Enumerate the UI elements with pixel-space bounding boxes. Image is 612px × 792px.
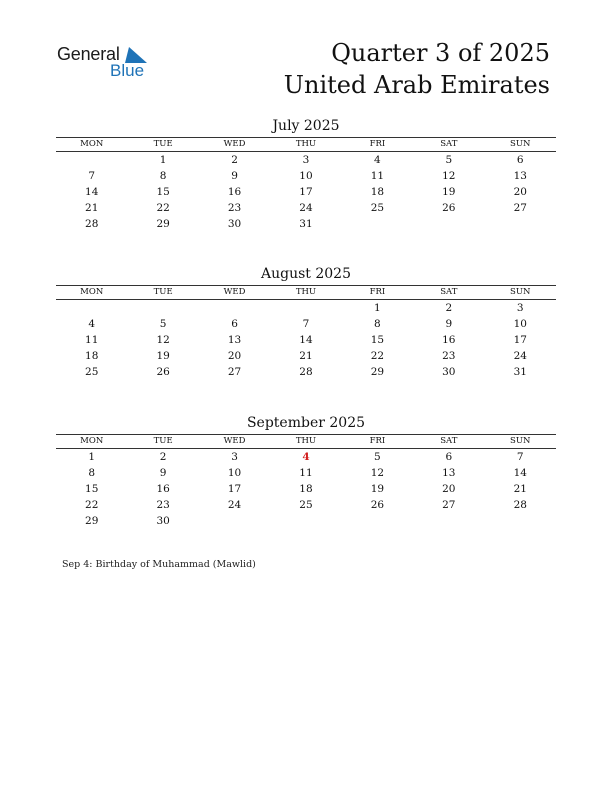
day-cell: 19 xyxy=(156,350,170,362)
title-quarter: Quarter 3 of 2025 xyxy=(331,39,550,67)
day-cell: 1 xyxy=(374,302,381,314)
weekday-fri: FRI xyxy=(342,138,413,152)
day-cell: 3 xyxy=(231,451,238,463)
weekday-fri: FRI xyxy=(342,286,413,300)
day-cell: 4 xyxy=(374,154,381,166)
day-cell: 16 xyxy=(156,483,170,495)
week-row xyxy=(56,364,556,380)
day-cell: 26 xyxy=(442,202,456,214)
week-row xyxy=(56,316,556,332)
logo-blue-text: Blue xyxy=(110,61,145,80)
day-cell: 7 xyxy=(516,451,524,463)
empty-day-cell xyxy=(485,216,556,232)
weekday-sat: SAT xyxy=(413,435,484,449)
day-cell: 15 xyxy=(370,334,385,346)
weekday-thu: THU xyxy=(270,286,341,300)
weekday-sun: SUN xyxy=(485,435,556,449)
day-cell: 5 xyxy=(159,318,167,330)
day-cell: 30 xyxy=(442,366,456,378)
day-cell: 23 xyxy=(156,499,170,511)
day-cell: 20 xyxy=(513,186,527,198)
day-cell: 14 xyxy=(85,186,99,198)
week-row xyxy=(56,168,556,184)
weekday-sat: SAT xyxy=(413,138,484,152)
empty-day-cell xyxy=(270,513,341,529)
week-row xyxy=(56,216,556,232)
weekday-mon: MON xyxy=(56,435,127,449)
week-row xyxy=(56,152,556,169)
week-row xyxy=(56,332,556,348)
title-country: United Arab Emirates xyxy=(283,71,550,99)
week-row xyxy=(56,348,556,364)
day-cell: 19 xyxy=(370,483,385,495)
day-cell: 9 xyxy=(231,170,238,182)
day-cell: 2 xyxy=(159,451,167,463)
day-cell: 14 xyxy=(513,467,527,479)
weekday-thu: THU xyxy=(270,138,341,152)
day-cell: 27 xyxy=(442,499,456,511)
day-cell: 25 xyxy=(299,499,313,511)
day-cell: 16 xyxy=(227,186,242,198)
weekday-wed: WED xyxy=(199,286,270,300)
month-september xyxy=(56,414,556,529)
month-title: August 2025 xyxy=(261,266,351,282)
day-cell: 27 xyxy=(227,366,242,378)
day-cell: 11 xyxy=(299,467,313,479)
day-cell: 25 xyxy=(370,202,385,214)
day-cell: 26 xyxy=(156,366,170,378)
day-cell: 2 xyxy=(231,154,238,166)
weekday-wed: WED xyxy=(199,435,270,449)
day-cell: 1 xyxy=(159,154,167,166)
day-cell: 29 xyxy=(85,515,99,527)
empty-day-cell xyxy=(127,300,198,317)
calendar-grid xyxy=(56,137,556,232)
week-row xyxy=(56,200,556,216)
day-cell: 3 xyxy=(516,302,524,314)
day-cell: 9 xyxy=(159,467,167,479)
day-cell: 18 xyxy=(299,483,313,495)
day-cell: 22 xyxy=(370,350,385,362)
day-cell: 28 xyxy=(85,218,99,230)
day-cell: 6 xyxy=(231,318,238,330)
day-cell: 7 xyxy=(88,170,96,182)
weekday-sun: SUN xyxy=(485,138,556,152)
weekday-header-row xyxy=(56,138,556,152)
day-cell: 14 xyxy=(299,334,313,346)
day-cell: 30 xyxy=(227,218,242,230)
logo xyxy=(57,44,157,84)
empty-day-cell xyxy=(199,300,270,317)
day-cell: 31 xyxy=(299,218,313,230)
day-cell: 6 xyxy=(445,451,453,463)
day-cell: 29 xyxy=(370,366,385,378)
day-cell: 5 xyxy=(445,154,453,166)
day-cell: 22 xyxy=(156,202,170,214)
empty-day-cell xyxy=(485,513,556,529)
week-row xyxy=(56,300,556,317)
day-cell: 24 xyxy=(227,499,242,511)
day-cell: 15 xyxy=(85,483,99,495)
week-row xyxy=(56,481,556,497)
day-cell: 8 xyxy=(88,467,96,479)
week-row xyxy=(56,449,556,466)
empty-day-cell xyxy=(56,152,127,169)
calendar-grid xyxy=(56,434,556,529)
day-cell: 19 xyxy=(442,186,456,198)
day-cell: 3 xyxy=(302,154,310,166)
day-cell: 22 xyxy=(85,499,99,511)
day-cell: 12 xyxy=(156,334,170,346)
day-cell: 4 xyxy=(88,318,96,330)
day-cell: 18 xyxy=(85,350,99,362)
month-title: July 2025 xyxy=(272,118,340,134)
day-cell: 27 xyxy=(513,202,527,214)
logo-general-text: General xyxy=(57,44,120,64)
day-cell: 29 xyxy=(156,218,170,230)
day-cell: 21 xyxy=(513,483,527,495)
weekday-sat: SAT xyxy=(413,286,484,300)
day-cell: 13 xyxy=(513,170,527,182)
day-cell: 8 xyxy=(374,318,381,330)
day-cell: 20 xyxy=(227,350,242,362)
page-title xyxy=(284,37,550,101)
weekday-header-row xyxy=(56,435,556,449)
day-cell: 24 xyxy=(299,202,313,214)
day-cell: 21 xyxy=(85,202,99,214)
weekday-mon: MON xyxy=(56,138,127,152)
day-cell: 16 xyxy=(442,334,456,346)
empty-day-cell xyxy=(342,513,413,529)
calendar-grid xyxy=(56,285,556,380)
week-row xyxy=(56,513,556,529)
day-cell: 24 xyxy=(513,350,527,362)
day-cell: 20 xyxy=(442,483,456,495)
day-cell: 23 xyxy=(442,350,456,362)
weekday-wed: WED xyxy=(199,138,270,152)
day-cell: 1 xyxy=(88,451,96,463)
holiday-day-cell: 4 xyxy=(302,451,310,463)
day-cell: 15 xyxy=(156,186,170,198)
empty-day-cell xyxy=(199,513,270,529)
month-july xyxy=(56,117,556,232)
day-cell: 10 xyxy=(513,318,527,330)
day-cell: 7 xyxy=(302,318,310,330)
weekday-thu: THU xyxy=(270,435,341,449)
day-cell: 13 xyxy=(227,334,242,346)
holiday-notes xyxy=(62,559,256,570)
holiday-note: Sep 4: Birthday of Muhammad (Mawlid) xyxy=(62,559,256,570)
day-cell: 17 xyxy=(227,483,242,495)
day-cell: 26 xyxy=(370,499,385,511)
weekday-tue: TUE xyxy=(127,435,198,449)
empty-day-cell xyxy=(342,216,413,232)
weekday-tue: TUE xyxy=(127,138,198,152)
weekday-mon: MON xyxy=(56,286,127,300)
weekday-tue: TUE xyxy=(127,286,198,300)
day-cell: 11 xyxy=(370,170,385,182)
day-cell: 2 xyxy=(445,302,453,314)
day-cell: 18 xyxy=(370,186,385,198)
empty-day-cell xyxy=(56,300,127,317)
empty-day-cell xyxy=(413,513,484,529)
day-cell: 17 xyxy=(299,186,313,198)
day-cell: 23 xyxy=(227,202,242,214)
day-cell: 17 xyxy=(513,334,527,346)
weekday-fri: FRI xyxy=(342,435,413,449)
empty-day-cell xyxy=(270,300,341,317)
day-cell: 10 xyxy=(299,170,313,182)
week-row xyxy=(56,497,556,513)
day-cell: 11 xyxy=(85,334,99,346)
day-cell: 28 xyxy=(513,499,527,511)
day-cell: 5 xyxy=(374,451,381,463)
week-row xyxy=(56,184,556,200)
day-cell: 31 xyxy=(513,366,527,378)
day-cell: 21 xyxy=(299,350,313,362)
day-cell: 10 xyxy=(227,467,242,479)
day-cell: 25 xyxy=(85,366,99,378)
month-august xyxy=(56,265,556,380)
day-cell: 8 xyxy=(159,170,167,182)
day-cell: 12 xyxy=(370,467,385,479)
weekday-header-row xyxy=(56,286,556,300)
day-cell: 9 xyxy=(445,318,453,330)
day-cell: 6 xyxy=(516,154,524,166)
week-row xyxy=(56,465,556,481)
weekday-sun: SUN xyxy=(485,286,556,300)
day-cell: 12 xyxy=(442,170,456,182)
day-cell: 13 xyxy=(442,467,456,479)
day-cell: 28 xyxy=(299,366,313,378)
day-cell: 30 xyxy=(156,515,170,527)
month-title: September 2025 xyxy=(246,415,366,431)
empty-day-cell xyxy=(413,216,484,232)
